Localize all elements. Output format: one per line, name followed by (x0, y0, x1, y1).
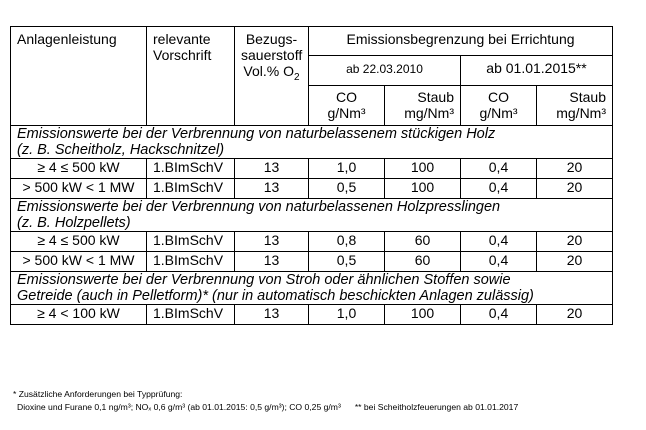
footnote-scheitholz: ** bei Scheitholzfeuerungen ab 01.01.2017 (354, 402, 519, 412)
section-title: Emissionswerte bei der Verbrennung von naturbelassenem stückigen Holz (z. B. Scheitholz, Hackschnitzel) (11, 126, 613, 159)
header-anlagenleistung-label: Anlagenleistung (17, 31, 117, 47)
cell-co-2010: 0,5 (309, 179, 385, 199)
cell-staub-2015: 20 (537, 179, 613, 199)
unit-staub-2010: Staub mg/Nm³ (385, 86, 461, 126)
cell-co-2015: 0,4 (461, 305, 537, 325)
cell-co-2015: 0,4 (461, 252, 537, 272)
header-anlagenleistung (11, 27, 147, 126)
table-row (11, 179, 613, 199)
cell-power: ≥ 4 < 100 kW (11, 305, 147, 325)
cell-staub-2010: 100 (385, 159, 461, 179)
cell-co-2015: 0,4 (461, 232, 537, 252)
header-date-2015 (461, 56, 613, 86)
emission-limits-table (10, 26, 613, 325)
table-row (11, 232, 613, 252)
cell-co-2010: 0,8 (309, 232, 385, 252)
cell-staub-2015: 20 (537, 305, 613, 325)
section-title: Emissionswerte bei der Verbrennung von Stroh oder ähnlichen Stoffen sowie Getreide (auch in Pelletform)* (nur in automatisch beschickten Anlagen zulässig) (11, 272, 613, 305)
cell-co-2010: 1,0 (309, 159, 385, 179)
cell-power: ≥ 4 ≤ 500 kW (11, 232, 147, 252)
unit-staub-2015: Staub mg/Nm³ (537, 86, 613, 126)
table-row (11, 305, 613, 325)
cell-power: ≥ 4 ≤ 500 kW (11, 159, 147, 179)
table-row (11, 252, 613, 272)
cell-co-2010: 0,5 (309, 252, 385, 272)
cell-rule: 1.BImSchV (147, 305, 235, 325)
cell-rule: 1.BImSchV (147, 159, 235, 179)
cell-staub-2015: 20 (537, 252, 613, 272)
footnote-dioxine: Dioxine und Furane 0,1 ng/m³; NOₓ 0,6 g/m³ (ab 01.01.2015: 0,5 g/m³); CO 0,25 g/m³ (17, 402, 341, 412)
cell-co-2010: 1,0 (309, 305, 385, 325)
unit-co-2015: CO g/Nm³ (461, 86, 537, 126)
cell-rule: 1.BImSchV (147, 232, 235, 252)
footnotes (13, 388, 633, 414)
table-row (11, 159, 613, 179)
cell-staub-2015: 20 (537, 159, 613, 179)
header-o2-line1: Bezugs- (245, 31, 298, 47)
header-vorschrift (147, 27, 235, 126)
header-bezugssauerstoff (235, 27, 309, 126)
section-title: Emissionswerte bei der Verbrennung von naturbelassenen Holzpresslingen (z. B. Holzpellets) (11, 199, 613, 232)
cell-rule: 1.BImSchV (147, 179, 235, 199)
cell-staub-2010: 60 (385, 232, 461, 252)
cell-o2: 13 (235, 179, 309, 199)
cell-o2: 13 (235, 159, 309, 179)
header-group-label: Emissionsbegrenzung bei Errichtung (346, 31, 575, 47)
header-row-1 (11, 27, 613, 56)
cell-staub-2010: 100 (385, 305, 461, 325)
cell-o2: 13 (235, 305, 309, 325)
cell-co-2015: 0,4 (461, 159, 537, 179)
section-holzpresslinge (11, 199, 613, 232)
header-vorschrift-line2: Vorschrift (153, 47, 212, 63)
unit-co-2010: CO g/Nm³ (309, 86, 385, 126)
cell-rule: 1.BImSchV (147, 252, 235, 272)
footnote-typpruefung: * Zusätzliche Anforderungen bei Typprüfung: (13, 389, 183, 399)
section-stueckholz (11, 126, 613, 159)
header-vorschrift-line1: relevante (153, 31, 211, 47)
section-note: (nur in automatisch beschickten Anlagen zulässig) (208, 288, 534, 304)
cell-co-2015: 0,4 (461, 179, 537, 199)
section-stroh (11, 272, 613, 305)
header-date-2010 (309, 56, 461, 86)
header-o2-line2: sauerstoff (241, 47, 303, 63)
cell-staub-2010: 100 (385, 179, 461, 199)
cell-o2: 13 (235, 232, 309, 252)
cell-power: > 500 kW < 1 MW (11, 252, 147, 272)
cell-staub-2010: 60 (385, 252, 461, 272)
header-emissionsbegrenzung (309, 27, 613, 56)
cell-o2: 13 (235, 252, 309, 272)
date-2015-label: ab 01.01.2015** (486, 60, 587, 76)
footnote-row2 (13, 401, 633, 414)
cell-staub-2015: 20 (537, 232, 613, 252)
date-2010-label: ab 22.03.2010 (346, 62, 423, 76)
header-o2-line3: Vol.% $O_2$ (243, 63, 300, 83)
cell-power: > 500 kW < 1 MW (11, 179, 147, 199)
